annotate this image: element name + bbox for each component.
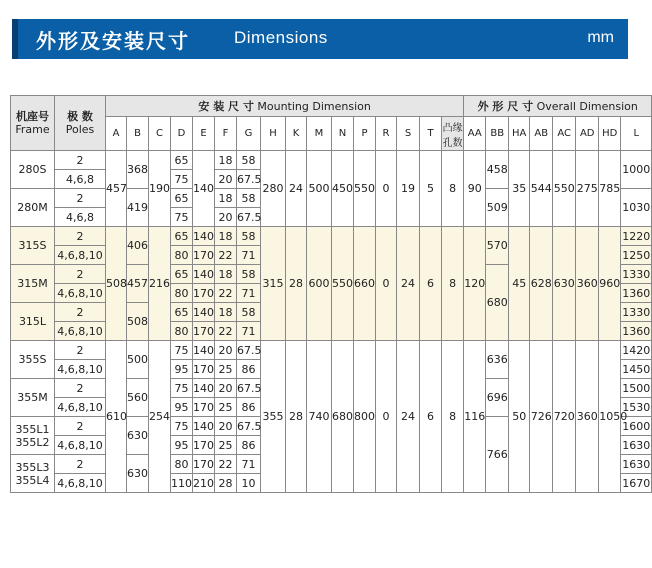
poles-cell: 2: [55, 189, 106, 208]
mounting-header-en: Mounting Dimension: [257, 100, 371, 113]
F-cell: 18: [215, 303, 237, 322]
frame-label-line1: 355L1: [15, 422, 50, 436]
col-header-R: R: [376, 117, 397, 151]
D-cell: 65: [171, 189, 193, 208]
G-cell: 58: [237, 189, 261, 208]
P-cell: 800: [354, 341, 376, 493]
flange-holes-line2: 孔数: [442, 137, 463, 149]
G-cell: 67.5: [237, 417, 261, 436]
G-cell: 67.5: [237, 170, 261, 189]
poles-header: [55, 96, 106, 151]
B-cell: 560: [127, 379, 149, 417]
S-cell: 24: [397, 227, 420, 341]
G-cell: 58: [237, 227, 261, 246]
frame-cell: 280M: [11, 189, 55, 227]
G-cell: 71: [237, 322, 261, 341]
E-cell: 140: [193, 303, 215, 322]
M-cell: 500: [307, 151, 332, 227]
banner-accent-bar: [12, 19, 18, 59]
S-cell: 24: [397, 341, 420, 493]
L-cell: 1450: [621, 360, 652, 379]
F-cell: 25: [215, 398, 237, 417]
F-cell: 18: [215, 189, 237, 208]
F-cell: 20: [215, 208, 237, 227]
F-cell: 18: [215, 227, 237, 246]
N-cell: 680: [332, 341, 354, 493]
D-cell: 80: [171, 455, 193, 474]
col-header-flange-holes: [442, 117, 464, 151]
frame-header-cn: 机座号: [16, 110, 49, 123]
D-cell: 75: [171, 341, 193, 360]
AB-cell: 628: [530, 227, 553, 341]
col-header-K: K: [286, 117, 307, 151]
frame-label-line2: 355L4: [15, 473, 50, 487]
AD-cell: 360: [576, 227, 599, 341]
M-cell: 740: [307, 341, 332, 493]
BB-cell: 766: [486, 417, 509, 493]
L-cell: 1000: [621, 151, 652, 189]
F-cell: 28: [215, 474, 237, 493]
B-cell: 368: [127, 151, 149, 189]
B-cell: 630: [127, 417, 149, 455]
overall-header-en: Overall Dimension: [536, 100, 638, 113]
G-cell: 86: [237, 436, 261, 455]
L-cell: 1630: [621, 455, 652, 474]
G-cell: 71: [237, 284, 261, 303]
B-cell: 630: [127, 455, 149, 493]
A-cell: 508: [106, 227, 127, 341]
col-header-AB: AB: [530, 117, 553, 151]
frame-cell: [11, 455, 55, 493]
HA-cell: 45: [509, 227, 530, 341]
E-cell: 140: [193, 379, 215, 398]
col-header-M: M: [307, 117, 332, 151]
D-cell: 110: [171, 474, 193, 493]
AB-cell: 544: [530, 151, 553, 227]
B-cell: 457: [127, 265, 149, 303]
L-cell: 1330: [621, 265, 652, 284]
page-title-en: Dimensions: [234, 28, 328, 47]
poles-cell: 2: [55, 379, 106, 398]
poles-cell: 4,6,8,10: [55, 322, 106, 341]
D-cell: 80: [171, 246, 193, 265]
col-header-BB: BB: [486, 117, 509, 151]
frame-label-line2: 355L2: [15, 435, 50, 449]
col-header-F: F: [215, 117, 237, 151]
col-header-HD: HD: [599, 117, 621, 151]
E-cell: 170: [193, 360, 215, 379]
frame-cell: 315S: [11, 227, 55, 265]
E-cell: 170: [193, 284, 215, 303]
col-header-HA: HA: [509, 117, 530, 151]
col-header-G: G: [237, 117, 261, 151]
AC-cell: 630: [553, 227, 576, 341]
holes-cell: 8: [442, 227, 464, 341]
BB-cell: 509: [486, 189, 509, 227]
poles-cell: 2: [55, 265, 106, 284]
poles-cell: 2: [55, 341, 106, 360]
L-cell: 1330: [621, 303, 652, 322]
col-header-AD: AD: [576, 117, 599, 151]
col-header-H: H: [261, 117, 286, 151]
col-header-AC: AC: [553, 117, 576, 151]
page-title-cn: 外形及安装尺寸: [36, 29, 190, 53]
G-cell: 71: [237, 246, 261, 265]
col-header-D: D: [171, 117, 193, 151]
A-cell: 610: [106, 341, 127, 493]
F-cell: 20: [215, 417, 237, 436]
L-cell: 1250: [621, 246, 652, 265]
BB-cell: 696: [486, 379, 509, 417]
L-cell: 1500: [621, 379, 652, 398]
frame-cell: 315L: [11, 303, 55, 341]
F-cell: 18: [215, 265, 237, 284]
G-cell: 67.5: [237, 208, 261, 227]
poles-header-cn: 极 数: [67, 110, 93, 123]
poles-cell: 2: [55, 151, 106, 170]
AC-cell: 550: [553, 151, 576, 227]
AB-cell: 726: [530, 341, 553, 493]
H-cell: 280: [261, 151, 286, 227]
holes-cell: 8: [442, 151, 464, 227]
overall-dimension-header: [464, 96, 652, 117]
C-cell: 254: [149, 341, 171, 493]
frame-cell: 315M: [11, 265, 55, 303]
F-cell: 22: [215, 455, 237, 474]
poles-cell: 4,6,8: [55, 170, 106, 189]
D-cell: 80: [171, 322, 193, 341]
R-cell: 0: [376, 151, 397, 227]
poles-cell: 4,6,8: [55, 208, 106, 227]
D-cell: 80: [171, 284, 193, 303]
frame-header: [11, 96, 55, 151]
G-cell: 58: [237, 265, 261, 284]
D-cell: 95: [171, 436, 193, 455]
L-cell: 1630: [621, 436, 652, 455]
G-cell: 71: [237, 455, 261, 474]
R-cell: 0: [376, 341, 397, 493]
E-cell: 170: [193, 322, 215, 341]
AA-cell: 90: [464, 151, 486, 227]
G-cell: 86: [237, 360, 261, 379]
mounting-header-cn: 安 装 尺 寸: [198, 100, 254, 113]
K-cell: 28: [286, 341, 307, 493]
HD-cell: 785: [599, 151, 621, 227]
F-cell: 18: [215, 151, 237, 170]
AD-cell: 360: [576, 341, 599, 493]
E-cell: 140: [193, 227, 215, 246]
G-cell: 58: [237, 303, 261, 322]
A-cell: 457: [106, 151, 127, 227]
col-header-B: B: [127, 117, 149, 151]
G-cell: 67.5: [237, 341, 261, 360]
col-header-T: T: [420, 117, 442, 151]
BB-cell: 458: [486, 151, 509, 189]
B-cell: 500: [127, 341, 149, 379]
poles-cell: 4,6,8,10: [55, 474, 106, 493]
L-cell: 1530: [621, 398, 652, 417]
D-cell: 75: [171, 417, 193, 436]
poles-cell: 4,6,8,10: [55, 246, 106, 265]
poles-cell: 4,6,8,10: [55, 284, 106, 303]
L-cell: 1220: [621, 227, 652, 246]
D-cell: 65: [171, 227, 193, 246]
HA-cell: 50: [509, 341, 530, 493]
C-cell: 190: [149, 151, 171, 227]
H-cell: 355: [261, 341, 286, 493]
L-cell: 1420: [621, 341, 652, 360]
E-cell: 170: [193, 455, 215, 474]
col-header-C: C: [149, 117, 171, 151]
E-cell: 170: [193, 436, 215, 455]
col-header-E: E: [193, 117, 215, 151]
HD-cell: 960: [599, 227, 621, 341]
poles-cell: 2: [55, 455, 106, 474]
S-cell: 19: [397, 151, 420, 227]
unit-label: mm: [587, 29, 614, 46]
B-cell: 508: [127, 303, 149, 341]
BB-cell: 680: [486, 265, 509, 341]
E-cell: 140: [193, 265, 215, 284]
L-cell: 1360: [621, 322, 652, 341]
K-cell: 24: [286, 151, 307, 227]
G-cell: 86: [237, 398, 261, 417]
E-cell: 210: [193, 474, 215, 493]
K-cell: 28: [286, 227, 307, 341]
H-cell: 315: [261, 227, 286, 341]
P-cell: 660: [354, 227, 376, 341]
F-cell: 22: [215, 284, 237, 303]
AA-cell: 116: [464, 341, 486, 493]
E-cell: 170: [193, 398, 215, 417]
overall-header-cn: 外 形 尺 寸: [477, 100, 534, 113]
HD-cell: 1050: [599, 341, 621, 493]
R-cell: 0: [376, 227, 397, 341]
HA-cell: 35: [509, 151, 530, 227]
F-cell: 25: [215, 360, 237, 379]
F-cell: 20: [215, 170, 237, 189]
dimensions-table: [10, 95, 652, 493]
frame-cell: 355M: [11, 379, 55, 417]
holes-cell: 8: [442, 341, 464, 493]
L-cell: 1670: [621, 474, 652, 493]
AC-cell: 720: [553, 341, 576, 493]
poles-cell: 2: [55, 417, 106, 436]
D-cell: 75: [171, 208, 193, 227]
col-header-P: P: [354, 117, 376, 151]
frame-label-line1: 355L3: [15, 460, 50, 474]
AD-cell: 275: [576, 151, 599, 227]
N-cell: 550: [332, 227, 354, 341]
D-cell: 65: [171, 151, 193, 170]
C-cell: 216: [149, 227, 171, 341]
B-cell: 419: [127, 189, 149, 227]
BB-cell: 636: [486, 341, 509, 379]
M-cell: 600: [307, 227, 332, 341]
F-cell: 20: [215, 341, 237, 360]
frame-header-en: Frame: [15, 123, 50, 136]
mounting-dimension-header: [106, 96, 464, 117]
E-cell: 140: [193, 151, 215, 227]
col-header-S: S: [397, 117, 420, 151]
D-cell: 75: [171, 379, 193, 398]
G-cell: 58: [237, 151, 261, 170]
E-cell: 170: [193, 246, 215, 265]
AA-cell: 120: [464, 227, 486, 341]
poles-cell: 2: [55, 303, 106, 322]
flange-holes-line1: 凸缘: [442, 122, 463, 134]
BB-cell: 570: [486, 227, 509, 265]
L-cell: 1600: [621, 417, 652, 436]
E-cell: 140: [193, 417, 215, 436]
B-cell: 406: [127, 227, 149, 265]
T-cell: 6: [420, 227, 442, 341]
E-cell: 140: [193, 341, 215, 360]
col-header-L: L: [621, 117, 652, 151]
G-cell: 67.5: [237, 379, 261, 398]
poles-cell: 4,6,8,10: [55, 398, 106, 417]
F-cell: 22: [215, 246, 237, 265]
title-banner: [12, 19, 628, 59]
col-header-A: A: [106, 117, 127, 151]
poles-cell: 4,6,8,10: [55, 436, 106, 455]
frame-cell: 280S: [11, 151, 55, 189]
D-cell: 75: [171, 170, 193, 189]
F-cell: 20: [215, 379, 237, 398]
poles-cell: 4,6,8,10: [55, 360, 106, 379]
D-cell: 65: [171, 303, 193, 322]
L-cell: 1360: [621, 284, 652, 303]
frame-cell: [11, 417, 55, 455]
F-cell: 25: [215, 436, 237, 455]
T-cell: 6: [420, 341, 442, 493]
G-cell: 10: [237, 474, 261, 493]
N-cell: 450: [332, 151, 354, 227]
F-cell: 22: [215, 322, 237, 341]
D-cell: 95: [171, 360, 193, 379]
T-cell: 5: [420, 151, 442, 227]
poles-cell: 2: [55, 227, 106, 246]
poles-header-en: Poles: [65, 123, 95, 136]
col-header-N: N: [332, 117, 354, 151]
D-cell: 95: [171, 398, 193, 417]
D-cell: 65: [171, 265, 193, 284]
frame-cell: 355S: [11, 341, 55, 379]
P-cell: 550: [354, 151, 376, 227]
L-cell: 1030: [621, 189, 652, 227]
col-header-AA: AA: [464, 117, 486, 151]
